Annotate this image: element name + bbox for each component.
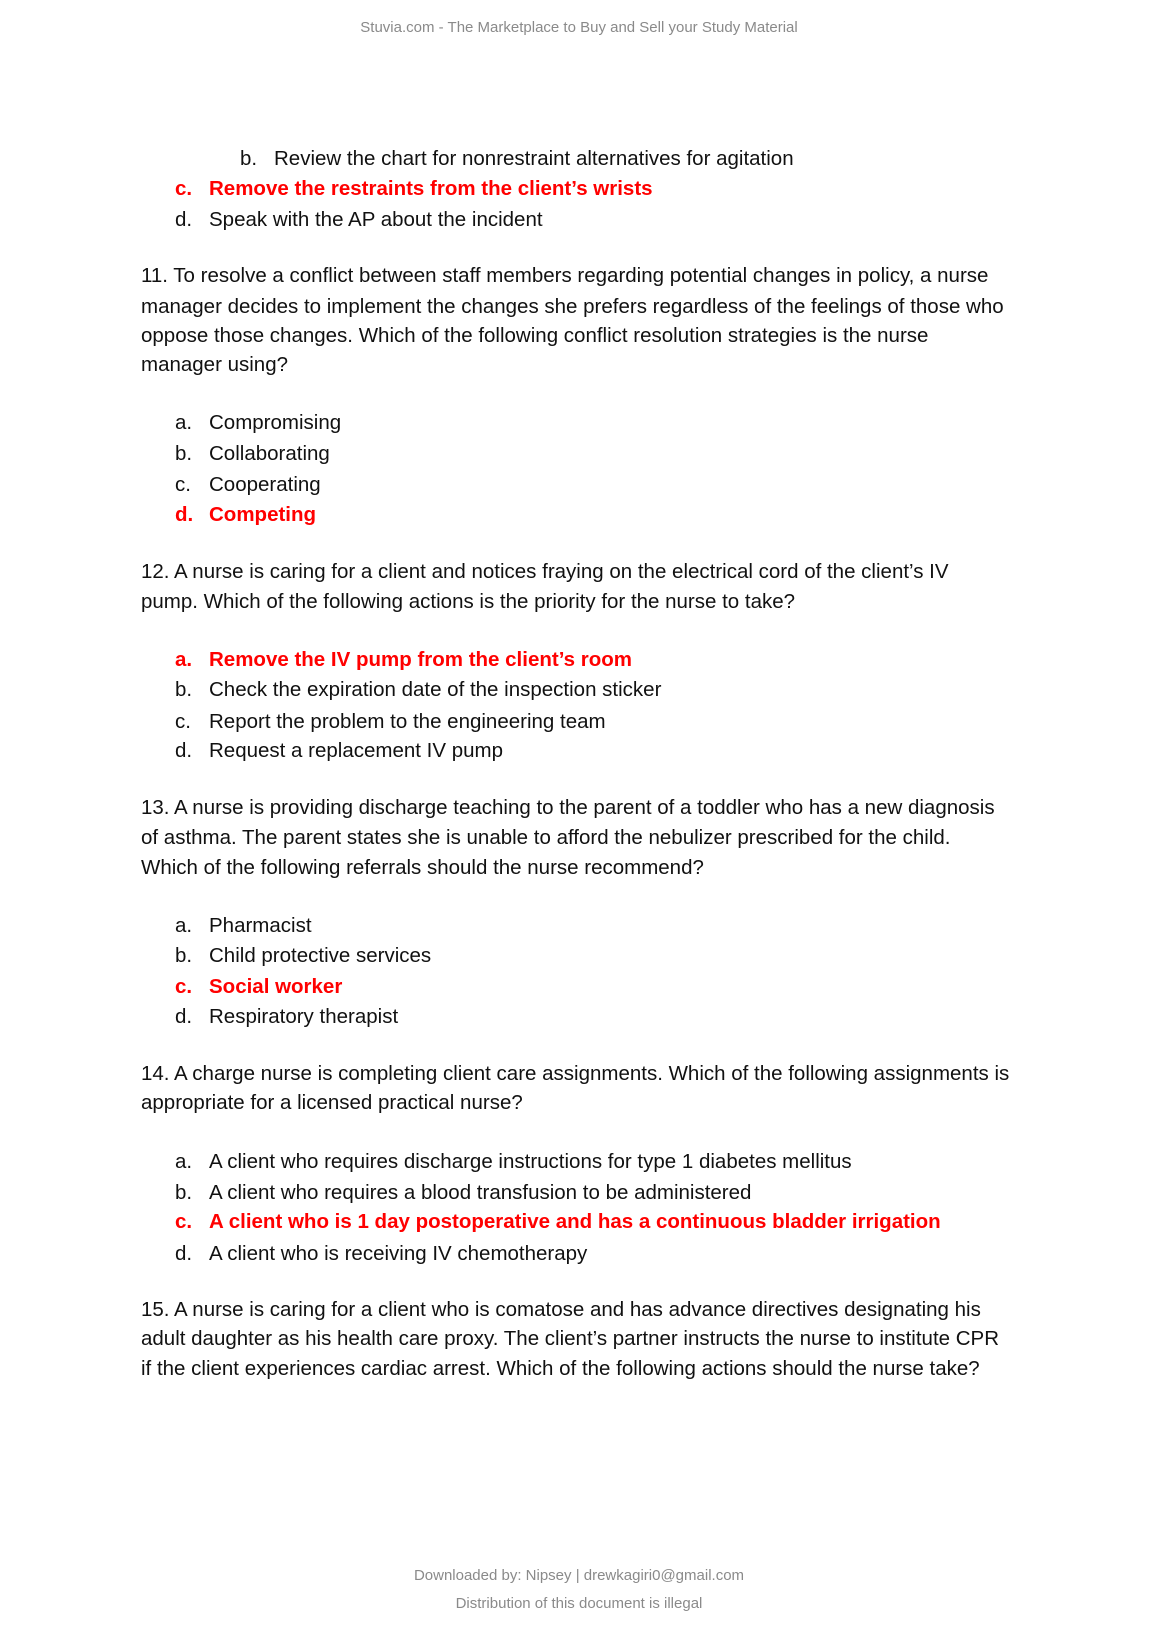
answer-option-correct — [175, 1207, 941, 1237]
option-text: Remove the IV pump from the client’s room — [209, 648, 632, 671]
option-label: c. — [175, 710, 191, 733]
question-11-text: oppose those changes. Which of the following conflict resolution strategies is the nurse — [141, 324, 929, 347]
question-13-text: Which of the following referrals should the nurse recommend? — [141, 856, 704, 879]
option-label: b. — [175, 1181, 193, 1204]
option-text: Pharmacist — [209, 914, 312, 937]
option-label: c. — [175, 473, 191, 496]
option-label: d. — [175, 208, 193, 231]
option-label: a. — [175, 411, 193, 434]
option-text: Request a replacement IV pump — [209, 739, 503, 762]
option-label: b. — [175, 944, 193, 967]
option-label: d. — [175, 1242, 193, 1265]
answer-option — [175, 911, 312, 941]
option-text: Remove the restraints from the client’s wrists — [209, 177, 653, 200]
option-text: A client who is 1 day postoperative and has a continuous bladder irrigation — [209, 1210, 941, 1233]
option-label: d. — [175, 1005, 193, 1028]
question-15-text: if the client experiences cardiac arrest. Which of the following actions should the nurse take? — [141, 1357, 980, 1380]
answer-option — [175, 1178, 751, 1208]
answer-option — [175, 1147, 852, 1177]
option-text: Child protective services — [209, 944, 432, 967]
option-label: d. — [175, 503, 194, 526]
answer-option — [175, 707, 606, 737]
option-text: A client who is receiving IV chemotherapy — [209, 1242, 588, 1265]
answer-option-correct — [175, 500, 316, 530]
answer-option-correct — [175, 972, 342, 1002]
question-14-text: appropriate for a licensed practical nurse? — [141, 1091, 523, 1114]
question-15-text: adult daughter as his health care proxy. The client’s partner instructs the nurse to institute CPR — [141, 1327, 1000, 1350]
answer-option-correct — [175, 174, 653, 204]
option-label: d. — [175, 739, 193, 762]
answer-option — [175, 1002, 398, 1032]
answer-option — [175, 736, 503, 766]
question-15-text: 15. A nurse is caring for a client who is comatose and has advance directives designating his — [141, 1298, 981, 1321]
question-13-text: 13. A nurse is providing discharge teaching to the parent of a toddler who has a new diagnosis — [141, 796, 995, 819]
option-text: Competing — [209, 503, 317, 526]
answer-option — [175, 675, 661, 705]
answer-option-correct — [175, 645, 632, 675]
question-12-text: pump. Which of the following actions is the priority for the nurse to take? — [141, 590, 796, 613]
footer-notice: Distribution of this document is illegal — [455, 1595, 703, 1612]
answer-option — [175, 408, 341, 438]
answer-option — [240, 144, 794, 174]
answer-option — [175, 205, 543, 235]
option-label: a. — [175, 1150, 193, 1173]
question-12-text: 12. A nurse is caring for a client and notices fraying on the electrical cord of the client’s IV — [141, 560, 949, 583]
option-label: a. — [175, 914, 193, 937]
option-text: Check the expiration date of the inspection sticker — [209, 678, 662, 701]
option-label: a. — [175, 648, 193, 671]
answer-option — [175, 439, 330, 469]
footer-downloaded-by: Downloaded by: Nipsey | drewkagiri0@gmail.com — [413, 1567, 745, 1584]
answer-option — [175, 470, 321, 500]
option-text: Compromising — [209, 411, 342, 434]
question-14-text: 14. A charge nurse is completing client care assignments. Which of the following assignments is — [141, 1062, 1010, 1085]
option-text: A client who requires discharge instructions for type 1 diabetes mellitus — [209, 1150, 852, 1173]
page-header: Stuvia.com - The Marketplace to Buy and Sell your Study Material — [360, 19, 798, 36]
option-label: c. — [175, 975, 193, 998]
option-text: Speak with the AP about the incident — [209, 208, 543, 231]
option-label: b. — [175, 678, 193, 701]
option-label: c. — [175, 177, 193, 200]
question-13-text: of asthma. The parent states she is unable to afford the nebulizer prescribed for the child. — [141, 826, 951, 849]
option-label: c. — [175, 1210, 193, 1233]
option-label: b. — [240, 147, 258, 170]
option-text: Cooperating — [209, 473, 321, 496]
option-text: Report the problem to the engineering team — [209, 710, 606, 733]
option-label: b. — [175, 442, 193, 465]
option-text: Social worker — [209, 975, 343, 998]
question-11-text: 11. To resolve a conflict between staff members regarding potential changes in policy, a nurse — [141, 264, 989, 287]
answer-option — [175, 1239, 587, 1269]
question-11-text: manager decides to implement the changes she prefers regardless of the feelings of those who — [141, 295, 1004, 318]
option-text: Respiratory therapist — [209, 1005, 399, 1028]
option-text: Review the chart for nonrestraint alternatives for agitation — [274, 147, 794, 170]
option-text: A client who requires a blood transfusion to be administered — [209, 1181, 752, 1204]
answer-option — [175, 941, 431, 971]
option-text: Collaborating — [209, 442, 330, 465]
question-11-text: manager using? — [141, 353, 289, 376]
